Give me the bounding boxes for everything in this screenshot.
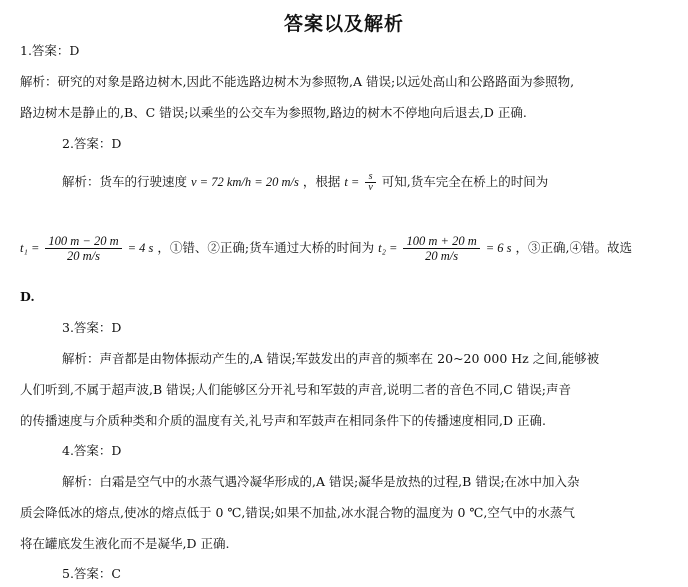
q2-intro: 解析：货车的行驶速度 <box>62 174 188 189</box>
q2-t1-numerator: 100 m − 20 m <box>45 234 121 249</box>
q4-answer: 4.答案：D <box>62 443 122 458</box>
q2-t2-label: t₂ = <box>378 241 398 255</box>
q2-after-formula: 可知,货车完全在桥上的时间为 <box>381 174 549 189</box>
q2-t-equals: t = <box>344 175 360 189</box>
q2-t1-result: = 4 s <box>127 241 154 255</box>
page-title: 答案以及解析 <box>283 13 404 35</box>
q2-t2-denominator: 20 m/s <box>425 249 459 263</box>
q2-mid-text: ，①错、②正确;货车通过大桥的时间为 <box>157 240 375 255</box>
q2-formula-denominator: v <box>368 182 373 193</box>
q3-answer: 3.答案：D <box>62 320 122 335</box>
q2-t2-result: = 6 s <box>485 241 512 255</box>
q2-explanation-line-1 <box>62 172 548 193</box>
q1-answer: 1.答案：D <box>20 43 80 58</box>
q2-explanation-line-2 <box>20 234 632 263</box>
q2-t1-label: t₁ = <box>20 241 40 255</box>
q3-explanation-line-1: 解析：声音都是由物体振动产生的,A 错误;军鼓发出的声音的频率在 20~20 000 Hz 之间,能够被 <box>62 351 600 366</box>
q1-explanation-line-1: 解析：研究的对象是路边树木,因此不能选路边树木为参照物,A 错误;以远处高山和公路路面为参照物, <box>20 74 575 89</box>
q3-explanation-line-3: 的传播速度与介质种类和介质的温度有关,礼号声和军鼓声在相同条件下的传播速度相同,D 正确. <box>20 413 546 428</box>
q2-by-formula: ，根据 <box>302 174 341 189</box>
q2-end-text: ，③正确,④错。故选 <box>515 240 632 255</box>
q1-explanation-line-2: 路边树木是静止的,B、C 错误;以乘坐的公交车为参照物,路边的树木不停地向后退去,D 正确. <box>20 105 527 120</box>
q2-formula-numerator: s <box>365 172 375 183</box>
q4-explanation-line-3: 将在罐底发生液化而不是凝华,D 正确. <box>20 536 230 551</box>
q2-formula-fraction <box>365 172 375 193</box>
q2-t2-fraction <box>403 234 479 263</box>
q2-t1-fraction <box>45 234 121 263</box>
q3-explanation-line-2: 人们听到,不属于超声波,B 错误;人们能够区分开礼号和军鼓的声音,说明二者的音色不同,C 错误;声音 <box>20 382 572 397</box>
q2-speed-equation: v = 72 km/h = 20 m/s <box>191 175 299 189</box>
q2-final-answer: D. <box>20 289 35 304</box>
q4-explanation-line-2: 质会降低冰的熔点,使冰的熔点低于 0 ℃,错误;如果不加盐,冰水混合物的温度为 0 ℃,空气中的水蒸气 <box>20 505 575 520</box>
q4-explanation-line-1: 解析：白霜是空气中的水蒸气遇冷凝华形成的,A 错误;凝华是放热的过程,B 错误;在冰中加入杂 <box>62 474 580 489</box>
q2-t2-numerator: 100 m + 20 m <box>403 234 479 249</box>
q2-answer: 2.答案：D <box>62 136 122 151</box>
q2-t1-denominator: 20 m/s <box>67 249 100 263</box>
q5-answer: 5.答案：C <box>62 566 121 581</box>
